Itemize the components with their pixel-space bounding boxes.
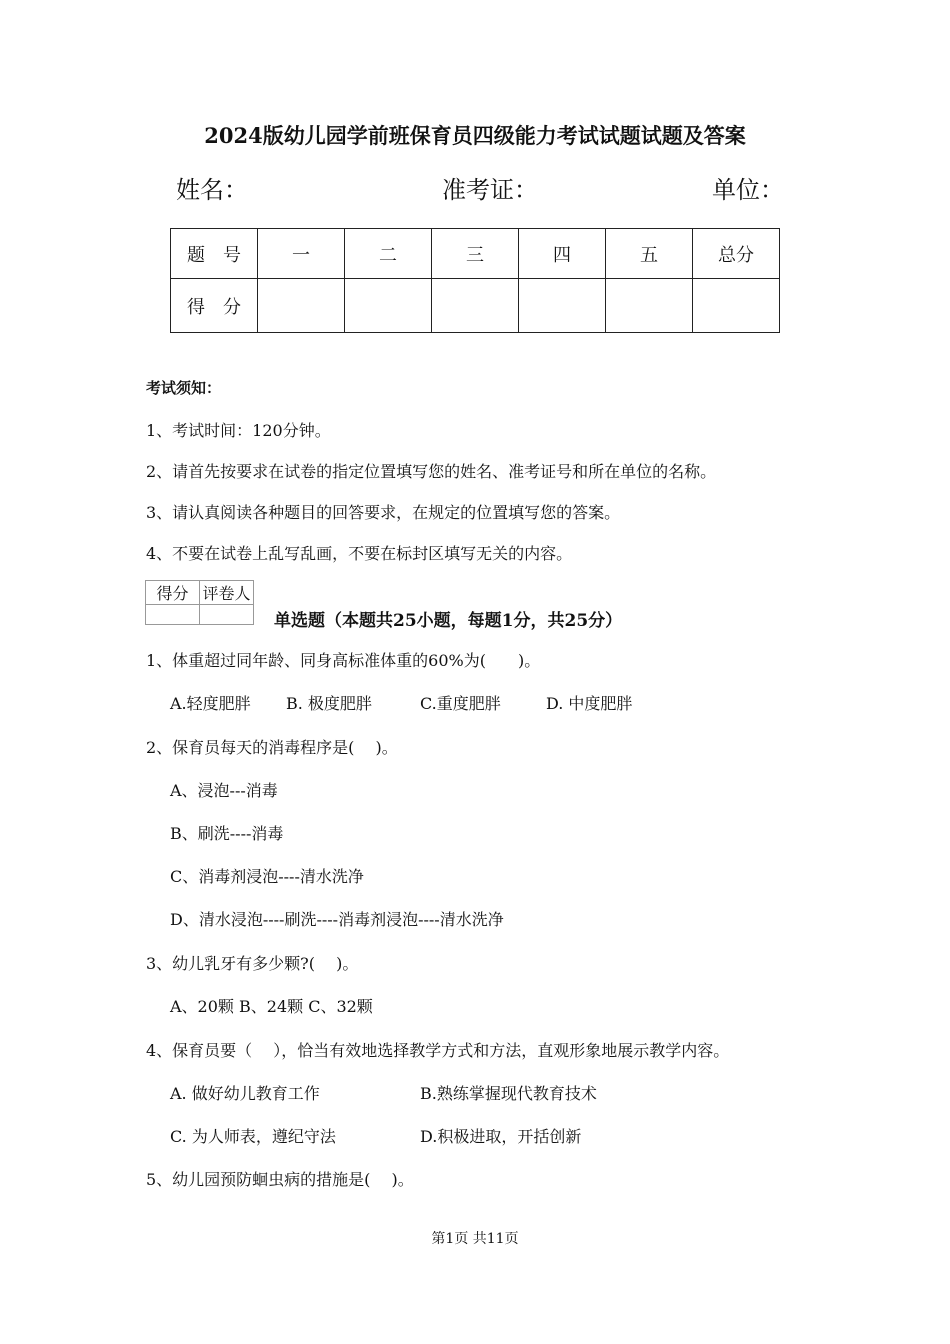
question-3-stem: 3、幼儿乳牙有多少颗?( )。: [146, 954, 359, 973]
unit-field-label: 单位：: [712, 176, 784, 204]
question-1-option-c[interactable]: C.重度肥胖: [420, 694, 501, 713]
grader-box: [145, 580, 254, 625]
notice-item: 1、考试时间：120分钟。: [146, 421, 331, 440]
page-title: 2024版幼儿园学前班保育员四级能力考试试题试题及答案: [204, 123, 746, 148]
question-4-option-a[interactable]: A. 做好幼儿教育工作: [170, 1084, 320, 1103]
question-1-option-b[interactable]: B. 极度肥胖: [286, 694, 372, 713]
score-cell[interactable]: [345, 279, 432, 333]
grader-score-label: 得分: [146, 581, 200, 605]
score-header-cell: 四: [519, 229, 606, 279]
question-1-stem: 1、体重超过同年龄、同身高标准体重的60%为( )。: [146, 651, 541, 670]
score-cell[interactable]: [258, 279, 345, 333]
exam-id-field-label: 准考证：: [442, 176, 538, 204]
grader-reviewer-label: 评卷人: [200, 581, 254, 605]
notice-item: 2、请首先按要求在试卷的指定位置填写您的姓名、准考证号和所在单位的名称。: [146, 462, 717, 481]
question-5-stem: 5、幼儿园预防蛔虫病的措施是( )。: [146, 1170, 414, 1189]
score-cell[interactable]: [606, 279, 693, 333]
score-table-header-row: [171, 229, 780, 279]
question-4-stem: 4、保育员要（ ），恰当有效地选择教学方式和方法，直观形象地展示教学内容。: [146, 1041, 730, 1060]
score-table: [170, 228, 780, 333]
question-2-option-b[interactable]: B、刷洗----消毒: [170, 824, 284, 843]
grader-score-cell[interactable]: [146, 605, 200, 625]
score-header-cell: 二: [345, 229, 432, 279]
question-2-option-a[interactable]: A、浸泡---消毒: [170, 781, 278, 800]
name-field-label: 姓名：: [176, 176, 248, 204]
score-row-label: 得 分: [171, 279, 258, 333]
score-header-cell: 总分: [693, 229, 780, 279]
page-footer: 第1页 共11页: [431, 1231, 519, 1247]
score-header-cell: 题 号: [171, 229, 258, 279]
question-4-option-d[interactable]: D.积极进取，开括创新: [420, 1127, 582, 1146]
question-4-option-b[interactable]: B.熟练掌握现代教育技术: [420, 1084, 597, 1103]
score-header-cell: 三: [432, 229, 519, 279]
question-2-option-c[interactable]: C、消毒剂浸泡----清水洗净: [170, 867, 364, 886]
score-cell[interactable]: [432, 279, 519, 333]
question-1-option-d[interactable]: D. 中度肥胖: [546, 694, 633, 713]
notice-item: 3、请认真阅读各种题目的回答要求，在规定的位置填写您的答案。: [146, 503, 621, 522]
question-4-option-c[interactable]: C. 为人师表，遵纪守法: [170, 1127, 336, 1146]
question-3-options[interactable]: A、20颗 B、24颗 C、32颗: [170, 997, 373, 1016]
score-cell[interactable]: [519, 279, 606, 333]
question-2-option-d[interactable]: D、清水浸泡----刷洗----消毒剂浸泡----清水洗净: [170, 910, 504, 929]
question-2-stem: 2、保育员每天的消毒程序是( )。: [146, 738, 398, 757]
score-table-score-row: [171, 279, 780, 333]
question-1-option-a[interactable]: A.轻度肥胖: [170, 694, 251, 713]
section-title: 单选题（本题共25小题，每题1分，共25分）: [274, 611, 623, 631]
score-cell[interactable]: [693, 279, 780, 333]
notice-item: 4、不要在试卷上乱写乱画，不要在标封区填写无关的内容。: [146, 544, 573, 563]
notice-heading: 考试须知：: [146, 379, 222, 397]
score-header-cell: 一: [258, 229, 345, 279]
score-header-cell: 五: [606, 229, 693, 279]
grader-reviewer-cell[interactable]: [200, 605, 254, 625]
